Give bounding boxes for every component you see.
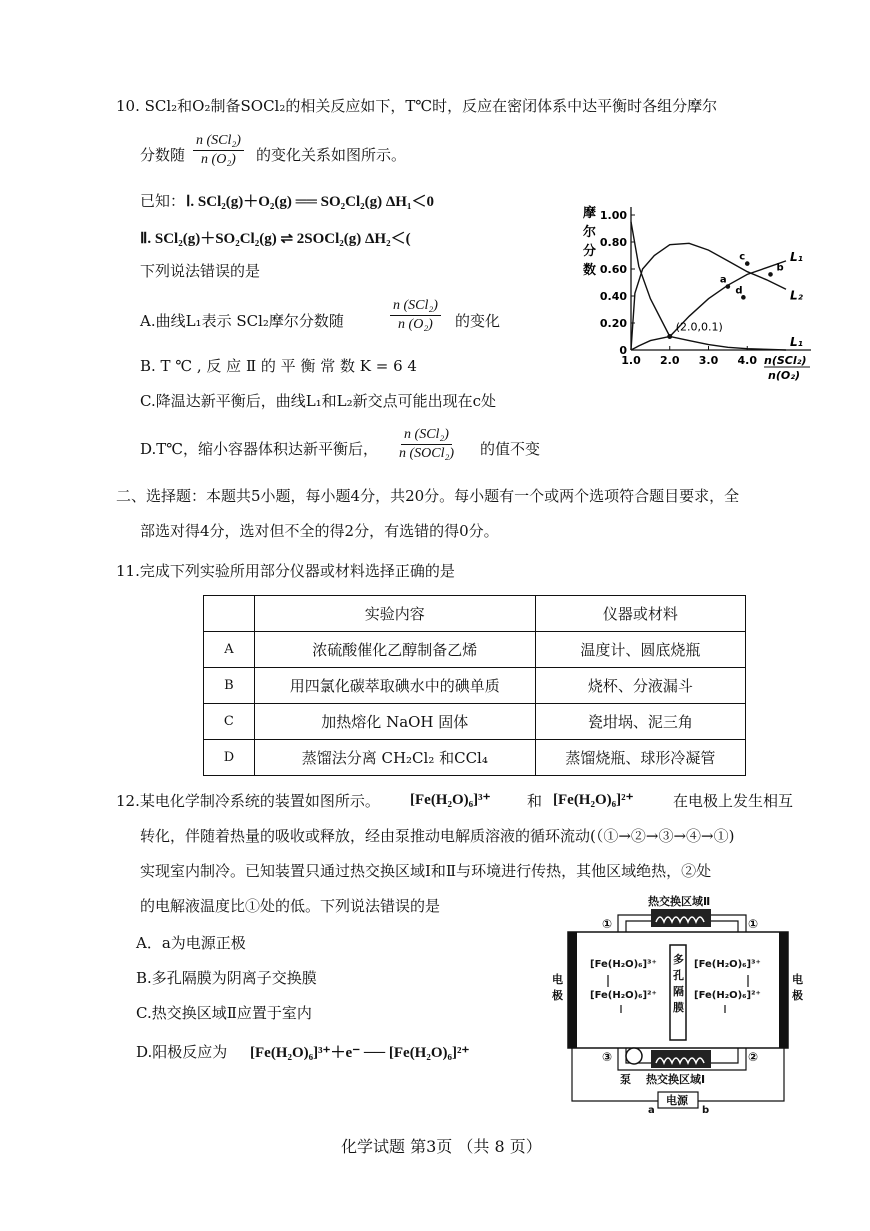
q10-frac-num: n (SCl₂) xyxy=(193,133,244,151)
ion-left-bottom: [Fe(H₂O)₆]²⁺ xyxy=(590,990,657,1001)
q12-device-diagram xyxy=(548,895,810,1113)
data-point-label: d xyxy=(735,285,743,297)
q12-option-d-equation: [Fe(H₂O)₆]³⁺＋e⁻ ── [Fe(H₂O)₆]²⁺ xyxy=(250,1045,470,1061)
power-source-label: 电源 xyxy=(666,1094,688,1107)
series-label: L₂ xyxy=(790,288,803,303)
q12-and: 和 xyxy=(527,792,543,810)
table-row xyxy=(204,704,746,740)
table-cell: B xyxy=(204,668,255,704)
q10-option-d-den: n (SOCl₂) xyxy=(399,446,455,461)
table-cell: 用四氯化碳萃取碘水中的碘单质 xyxy=(254,668,535,704)
pump-label: 泵 xyxy=(620,1073,631,1086)
q12-option-a: A．a为电源正极 xyxy=(136,934,246,952)
chart-ylabel-char: 数 xyxy=(583,263,597,278)
y-tick-label: 0.40 xyxy=(599,290,627,303)
q10-eq2: Ⅱ. SCl₂(g)＋SO₂Cl₂(g) ⇌ 2SOCl₂(g) ΔH₂＜( xyxy=(140,231,411,247)
data-point xyxy=(768,272,773,277)
series-line xyxy=(631,222,786,337)
membrane-char-4: 膜 xyxy=(673,1001,684,1014)
chart-ylabel-char: 分 xyxy=(583,244,597,259)
data-point-label: c xyxy=(739,251,746,263)
label-n1-top-left: ① xyxy=(602,917,613,931)
left-electrode-char-1: 电 xyxy=(552,973,563,986)
q12-stem-line1-b: 在电极上发生相互 xyxy=(673,792,794,810)
chart-xlabel-num: n(SCl₂) xyxy=(764,354,807,367)
y-tick-label: 0 xyxy=(619,344,627,357)
ion-left-top: [Fe(H₂O)₆]³⁺ xyxy=(590,959,657,970)
q10-option-a-fraction xyxy=(390,298,441,333)
table-cell: 蒸馏烧瓶、球形冷凝管 xyxy=(535,740,745,776)
data-point-label: b xyxy=(776,262,784,274)
table-cell: A xyxy=(204,632,255,668)
q11-stem: 11.完成下列实验所用部分仪器或材料选择正确的是 xyxy=(116,562,455,580)
y-tick-label: 0.20 xyxy=(599,317,627,330)
q12-option-c: C.热交换区域Ⅱ应置于室内 xyxy=(136,1004,312,1022)
q10-stem-prefix: 分数随 xyxy=(140,146,186,164)
q10-option-d-suffix: 的值不变 xyxy=(480,440,541,458)
table-cell: 温度计、圆底烧瓶 xyxy=(535,632,745,668)
q12-option-b: B.多孔隔膜为阴离子交换膜 xyxy=(136,969,317,987)
membrane-char-1: 多 xyxy=(673,953,684,966)
q10-option-b: B. T ℃ , 反 应 Ⅱ 的 平 衡 常 数 K = 6 4 xyxy=(140,357,417,375)
x-tick-label: 1.0 xyxy=(621,354,641,367)
table-cell: 加热熔化 NaOH 固体 xyxy=(254,704,535,740)
q11-table xyxy=(203,595,746,776)
right-electrode xyxy=(779,932,788,1048)
q12-stem-line1: 12.某电化学制冷系统的装置如图所示。 xyxy=(116,792,380,810)
ion-right-top: [Fe(H₂O)₆]³⁺ xyxy=(694,959,761,970)
right-electrode-char-1: 电 xyxy=(792,973,803,986)
x-tick-label: 3.0 xyxy=(698,354,719,367)
q10-stem-line1: 10. SCl₂和O₂制备SOCl₂的相关反应如下，T℃时，反应在密闭体系中达平衡时各组分摩尔 xyxy=(116,97,718,115)
table-cell: C xyxy=(204,704,255,740)
q12-complex-3plus: [Fe(H₂O)₆]³⁺ xyxy=(410,792,491,808)
hx1-label: 热交换区域Ⅰ xyxy=(646,1073,706,1086)
page-footer: 化学试题 第3页 （共 8 页） xyxy=(341,1137,542,1156)
intersection-point xyxy=(667,334,672,339)
table-cell: D xyxy=(204,740,255,776)
q12-stem-line3: 实现室内制冷。已知装置只通过热交换区域Ⅰ和Ⅱ与环境进行传热，其他区域绝热，②处 xyxy=(140,862,712,880)
q10-ask: 下列说法错误的是 xyxy=(140,262,261,280)
membrane-char-2: 孔 xyxy=(673,969,684,982)
q12-stem-line2: 转化，伴随着热量的吸收或释放，经由泵推动电解质溶液的循环流动(（①→②→③→④→①) xyxy=(140,827,735,845)
table-cell: 烧杯、分液漏斗 xyxy=(535,668,745,704)
ion-right-bottom: [Fe(H₂O)₆]²⁺ xyxy=(694,990,761,1001)
q10-frac-den: n (O₂) xyxy=(201,152,236,167)
y-tick-label: 0.80 xyxy=(599,236,627,249)
left-electrode xyxy=(568,932,577,1048)
series-label: L₁ xyxy=(790,335,803,349)
q12-complex-2plus: [Fe(H₂O)₆]²⁺ xyxy=(553,792,634,808)
table-header-cell: 仪器或材料 xyxy=(535,596,745,632)
section2-line2: 部选对得4分，选对但不全的得2分，有选错的得0分。 xyxy=(140,522,499,540)
terminal-a: a xyxy=(648,1105,655,1113)
q10-option-a-num: n (SCl₂) xyxy=(390,298,441,316)
table-header-cell: 实验内容 xyxy=(254,596,535,632)
chart-xlabel-den: n(O₂) xyxy=(768,369,801,382)
q10-option-a-den: n (O₂) xyxy=(398,317,433,332)
q10-option-d: D.T℃，缩小容器体积达新平衡后， xyxy=(140,440,379,458)
series-label: L₁ xyxy=(790,249,803,264)
q10-option-a-suffix: 的变化 xyxy=(455,312,501,330)
data-point-label: a xyxy=(719,274,727,286)
chart-ticks xyxy=(600,209,757,367)
table-row xyxy=(204,668,746,704)
q10-option-c: C.降温达新平衡后，曲线L₁和L₂新交点可能出现在c处 xyxy=(140,392,497,410)
q10-option-d-fraction xyxy=(396,427,457,462)
q12-stem-line4: 的电解液温度比①处的低。下列说法错误的是 xyxy=(140,897,441,915)
chart-ylabel-char: 摩 xyxy=(583,206,597,221)
table-header-cell xyxy=(204,596,255,632)
table-cell: 瓷坩埚、泥三角 xyxy=(535,704,745,740)
q10-chart xyxy=(575,195,815,390)
label-n2: ② xyxy=(748,1050,759,1064)
q10-eq1: Ⅰ. SCl₂(g)＋O₂(g) ══ SO₂Cl₂(g) ΔH₁＜0 xyxy=(186,194,434,210)
x-tick-label: 2.0 xyxy=(660,354,680,367)
table-header-row xyxy=(204,596,746,632)
q10-option-a: A.曲线L₁表示 SCl₂摩尔分数随 xyxy=(140,312,344,330)
table-row xyxy=(204,632,746,668)
q12-option-d: D.阳极反应为 xyxy=(136,1043,228,1061)
q10-known-label: 已知： xyxy=(140,192,186,210)
y-tick-label: 1.00 xyxy=(599,209,627,222)
data-point xyxy=(745,261,750,266)
left-electrode-char-2: 极 xyxy=(552,989,563,1002)
chart-ylabel-char: 尔 xyxy=(583,225,597,240)
table-cell: 蒸馏法分离 CH₂Cl₂ 和CCl₄ xyxy=(254,740,535,776)
y-tick-label: 0.60 xyxy=(599,263,627,276)
section2-line1: 二、选择题：本题共5小题，每小题4分，共20分。每小题有一个或两个选项符合题目要求，全 xyxy=(116,487,740,505)
x-tick-label: 4.0 xyxy=(737,354,757,367)
right-electrode-char-2: 极 xyxy=(792,989,803,1002)
q10-option-d-num: n (SCl₂) xyxy=(401,427,452,445)
label-n3: ③ xyxy=(602,1050,613,1064)
table-row xyxy=(204,740,746,776)
chart-annotation: (2.0,0.1) xyxy=(675,320,723,334)
hx2-label: 热交换区域Ⅱ xyxy=(648,895,711,908)
label-n1-top-right: ① xyxy=(748,917,759,931)
pump-icon xyxy=(626,1048,642,1064)
q10-fraction xyxy=(193,133,244,168)
series-line xyxy=(631,243,786,350)
q10-stem-suffix: 的变化关系如图所示。 xyxy=(256,146,407,164)
membrane-char-3: 隔 xyxy=(673,985,684,998)
table-cell: 浓硫酸催化乙醇制备乙烯 xyxy=(254,632,535,668)
terminal-b: b xyxy=(702,1105,710,1113)
